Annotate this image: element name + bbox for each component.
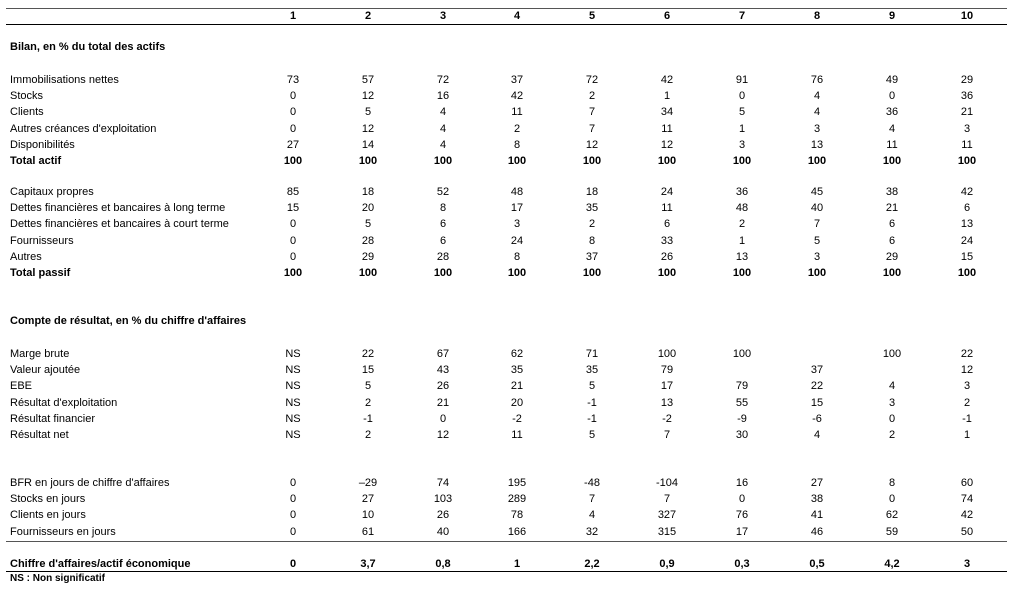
row-label: Résultat financier	[10, 413, 95, 425]
table-cell: 0	[289, 251, 297, 263]
table-cell: 24	[510, 235, 524, 247]
table-cell: 22	[960, 348, 974, 360]
table-cell: 0	[439, 413, 447, 425]
table-cell: 85	[286, 186, 300, 198]
table-cell: 5	[588, 380, 596, 392]
table-cell: 6	[888, 218, 896, 230]
table-cell: 11	[511, 429, 523, 441]
row-label: Immobilisations nettes	[10, 74, 119, 86]
section-title: Bilan, en % du total des actifs	[10, 41, 166, 53]
table-cell: 29	[960, 74, 974, 86]
table-cell: 4	[588, 509, 596, 521]
row-label: EBE	[10, 380, 33, 392]
table-cell: 4	[439, 139, 447, 151]
table-cell: 57	[361, 74, 375, 86]
table-cell: 21	[885, 202, 899, 214]
table-cell: 17	[735, 526, 749, 538]
table-cell: NS	[285, 380, 301, 392]
row-label: Total passif	[10, 267, 71, 279]
table-cell: 0	[289, 477, 297, 489]
column-header: 4	[513, 10, 521, 22]
table-cell: 26	[660, 251, 674, 263]
table-rule	[6, 24, 1007, 25]
table-cell: 100	[807, 155, 827, 167]
table-cell: 36	[885, 106, 899, 118]
table-cell: 8	[588, 235, 596, 247]
table-cell: 22	[361, 348, 375, 360]
row-label: Fournisseurs en jours	[10, 526, 116, 538]
table-cell: -48	[584, 477, 600, 489]
table-cell: 12	[660, 139, 674, 151]
table-cell: 5	[738, 106, 746, 118]
table-cell: 20	[361, 202, 375, 214]
table-cell: NS	[285, 397, 301, 409]
table-cell: 34	[660, 106, 674, 118]
table-cell: 33	[660, 235, 674, 247]
table-cell: -2	[662, 413, 672, 425]
row-label: Résultat d'exploitation	[10, 397, 118, 409]
table-cell: 6	[439, 218, 447, 230]
table-cell: 0	[289, 123, 297, 135]
table-cell: 78	[510, 509, 524, 521]
ratio-cell: 2,2	[584, 558, 600, 570]
table-cell: 72	[585, 74, 599, 86]
table-cell: 8	[513, 251, 521, 263]
table-cell: 11	[886, 139, 898, 151]
table-rule	[6, 541, 1007, 542]
row-label: Résultat net	[10, 429, 69, 441]
ratio-cell: 1	[513, 558, 521, 570]
row-label: Valeur ajoutée	[10, 364, 81, 376]
row-label: Disponibilités	[10, 139, 75, 151]
table-cell: 8	[513, 139, 521, 151]
table-cell: 100	[582, 267, 602, 279]
table-cell: 36	[735, 186, 749, 198]
table-cell: 71	[585, 348, 599, 360]
table-cell: 0	[888, 90, 896, 102]
column-header: 3	[439, 10, 447, 22]
column-header: 6	[663, 10, 671, 22]
table-cell: 26	[436, 380, 450, 392]
table-cell: 0	[738, 493, 746, 505]
table-cell: 100	[882, 267, 902, 279]
table-cell: 100	[957, 155, 977, 167]
table-cell: 48	[735, 202, 749, 214]
table-cell: 61	[361, 526, 375, 538]
table-cell: 3	[738, 139, 746, 151]
table-cell: 17	[660, 380, 674, 392]
table-cell: 55	[735, 397, 749, 409]
table-cell: 16	[735, 477, 749, 489]
table-cell: 27	[286, 139, 300, 151]
table-cell: 15	[361, 364, 375, 376]
row-label: Stocks en jours	[10, 493, 86, 505]
table-cell: 5	[588, 429, 596, 441]
table-cell: 74	[960, 493, 974, 505]
table-cell: 100	[358, 267, 378, 279]
table-cell: -9	[737, 413, 747, 425]
table-cell: 4	[813, 106, 821, 118]
table-cell: -1	[363, 413, 373, 425]
table-cell: 14	[361, 139, 375, 151]
table-cell: 1	[738, 123, 746, 135]
table-cell: 32	[585, 526, 599, 538]
table-cell: 6	[963, 202, 971, 214]
table-cell: 42	[960, 186, 974, 198]
table-cell: 7	[663, 429, 671, 441]
table-cell: -1	[587, 413, 597, 425]
table-cell: 11	[511, 106, 523, 118]
table-cell: 2	[513, 123, 521, 135]
table-cell: 24	[660, 186, 674, 198]
table-cell: 42	[960, 509, 974, 521]
ratio-cell: 0,9	[659, 558, 675, 570]
table-cell: 11	[661, 123, 673, 135]
ratio-cell: 0,8	[435, 558, 451, 570]
table-cell: 3	[813, 123, 821, 135]
table-cell: 1	[738, 235, 746, 247]
table-cell: 45	[810, 186, 824, 198]
table-cell: 0	[289, 90, 297, 102]
table-cell: 4	[888, 123, 896, 135]
table-cell: 100	[433, 155, 453, 167]
table-cell: NS	[285, 429, 301, 441]
table-cell: 79	[660, 364, 674, 376]
table-cell: 103	[433, 493, 453, 505]
table-cell: 2	[588, 90, 596, 102]
table-cell: 2	[963, 397, 971, 409]
table-cell: 5	[364, 380, 372, 392]
row-label: Fournisseurs	[10, 235, 74, 247]
table-cell: 48	[510, 186, 524, 198]
table-cell: NS	[285, 348, 301, 360]
table-cell: 100	[433, 267, 453, 279]
table-cell: 4	[888, 380, 896, 392]
table-cell: 72	[436, 74, 450, 86]
table-cell: 42	[510, 90, 524, 102]
ratio-row-label: Chiffre d'affaires/actif économique	[10, 558, 191, 570]
row-label: Capitaux propres	[10, 186, 94, 198]
column-header: 8	[813, 10, 821, 22]
table-cell: 3	[888, 397, 896, 409]
table-cell: 5	[364, 218, 372, 230]
table-cell: 43	[436, 364, 450, 376]
table-cell: 62	[510, 348, 524, 360]
table-cell: –29	[358, 477, 378, 489]
table-cell: 13	[810, 139, 824, 151]
table-cell: 100	[358, 155, 378, 167]
table-cell: 12	[436, 429, 450, 441]
table-cell: 35	[510, 364, 524, 376]
table-cell: 100	[807, 267, 827, 279]
table-cell: 15	[810, 397, 824, 409]
table-cell: 41	[810, 509, 824, 521]
table-cell: 76	[735, 509, 749, 521]
table-cell: 27	[361, 493, 375, 505]
table-cell: 100	[657, 267, 677, 279]
table-cell: 100	[882, 155, 902, 167]
table-cell: 3	[963, 380, 971, 392]
table-cell: 5	[813, 235, 821, 247]
table-cell: 74	[436, 477, 450, 489]
table-cell: 0	[289, 509, 297, 521]
table-cell: 52	[436, 186, 450, 198]
table-cell: 35	[585, 364, 599, 376]
ratio-cell: 3	[963, 558, 971, 570]
table-cell: -6	[812, 413, 822, 425]
table-cell: 0	[289, 235, 297, 247]
table-cell: 91	[735, 74, 749, 86]
table-rule	[6, 571, 1007, 572]
table-cell: 7	[813, 218, 821, 230]
table-cell: 49	[885, 74, 899, 86]
table-cell: -1	[587, 397, 597, 409]
table-cell: -2	[512, 413, 522, 425]
column-header: 5	[588, 10, 596, 22]
row-label: Clients en jours	[10, 509, 86, 521]
table-cell: 100	[657, 348, 677, 360]
table-cell: 0	[289, 493, 297, 505]
table-cell: 30	[735, 429, 749, 441]
table-cell: 289	[507, 493, 527, 505]
table-cell: 10	[361, 509, 375, 521]
table-cell: 1	[663, 90, 671, 102]
table-cell: 12	[960, 364, 974, 376]
table-cell: 37	[510, 74, 524, 86]
table-cell: 40	[810, 202, 824, 214]
column-header: 9	[888, 10, 896, 22]
table-cell: 20	[510, 397, 524, 409]
table-cell: 0	[289, 526, 297, 538]
ratio-cell: 0	[289, 558, 297, 570]
row-label: Clients	[10, 106, 44, 118]
row-label: Total actif	[10, 155, 62, 167]
table-cell: 13	[960, 218, 974, 230]
table-cell: NS	[285, 413, 301, 425]
table-cell: 15	[286, 202, 300, 214]
table-cell: 7	[588, 106, 596, 118]
table-cell: 38	[810, 493, 824, 505]
table-cell: 29	[361, 251, 375, 263]
table-cell: 2	[588, 218, 596, 230]
table-cell: 100	[732, 155, 752, 167]
section-title: Compte de résultat, en % du chiffre d'affaires	[10, 315, 247, 327]
table-cell: 36	[960, 90, 974, 102]
table-cell: 100	[732, 267, 752, 279]
table-cell: 29	[885, 251, 899, 263]
table-cell: 100	[582, 155, 602, 167]
table-cell: NS	[285, 364, 301, 376]
table-cell: 4	[813, 429, 821, 441]
table-cell: 28	[436, 251, 450, 263]
table-cell: 100	[732, 348, 752, 360]
table-cell: 7	[588, 123, 596, 135]
table-cell: 40	[436, 526, 450, 538]
ratio-cell: 3,7	[360, 558, 376, 570]
column-header: 1	[289, 10, 297, 22]
table-cell: 4	[439, 106, 447, 118]
table-cell: 3	[813, 251, 821, 263]
table-cell: 37	[810, 364, 824, 376]
table-cell: 46	[810, 526, 824, 538]
table-cell: 12	[585, 139, 599, 151]
table-cell: 24	[960, 235, 974, 247]
table-cell: 73	[286, 74, 300, 86]
footnote: NS : Non significatif	[10, 573, 105, 584]
row-label: Autres créances d'exploitation	[10, 123, 157, 135]
table-cell: 62	[885, 509, 899, 521]
column-header: 2	[364, 10, 372, 22]
ratio-cell: 4,2	[884, 558, 900, 570]
table-cell: 17	[510, 202, 524, 214]
table-cell: 21	[436, 397, 450, 409]
row-label: Dettes financières et bancaires à long terme	[10, 202, 226, 214]
table-cell: 0	[738, 90, 746, 102]
table-cell: 6	[663, 218, 671, 230]
table-cell: 21	[960, 106, 974, 118]
table-cell: 0	[888, 413, 896, 425]
column-header: 10	[960, 10, 974, 22]
table-cell: 7	[588, 493, 596, 505]
table-cell: 11	[661, 202, 673, 214]
table-cell: 35	[585, 202, 599, 214]
table-cell: 28	[361, 235, 375, 247]
table-cell: 0	[289, 106, 297, 118]
table-cell: 2	[888, 429, 896, 441]
table-cell: 18	[361, 186, 375, 198]
table-cell: 38	[885, 186, 899, 198]
table-cell: 4	[439, 123, 447, 135]
table-cell: 100	[507, 155, 527, 167]
table-cell: 12	[361, 90, 375, 102]
table-cell: 76	[810, 74, 824, 86]
table-cell: 100	[283, 155, 303, 167]
table-cell: 26	[436, 509, 450, 521]
table-cell: 100	[283, 267, 303, 279]
table-cell: -104	[655, 477, 679, 489]
table-cell: 0	[289, 218, 297, 230]
row-label: Dettes financières et bancaires à court terme	[10, 218, 229, 230]
table-cell: 2	[364, 397, 372, 409]
table-cell: 21	[510, 380, 524, 392]
table-cell: 2	[738, 218, 746, 230]
table-cell: 5	[364, 106, 372, 118]
table-cell: 18	[585, 186, 599, 198]
table-cell: 7	[663, 493, 671, 505]
table-cell: 60	[960, 477, 974, 489]
table-cell: 42	[660, 74, 674, 86]
table-cell: 8	[888, 477, 896, 489]
table-cell: 15	[960, 251, 974, 263]
table-cell: 50	[960, 526, 974, 538]
table-cell: 79	[735, 380, 749, 392]
table-cell: 16	[436, 90, 450, 102]
table-cell: 100	[507, 267, 527, 279]
table-cell: 100	[657, 155, 677, 167]
ratio-cell: 0,3	[734, 558, 750, 570]
table-cell: 1	[963, 429, 971, 441]
table-cell: 0	[888, 493, 896, 505]
row-label: BFR en jours de chiffre d'affaires	[10, 477, 170, 489]
table-cell: 166	[507, 526, 527, 538]
table-cell: 13	[660, 397, 674, 409]
table-cell: 315	[657, 526, 677, 538]
table-cell: 2	[364, 429, 372, 441]
table-cell: 27	[810, 477, 824, 489]
table-cell: -1	[962, 413, 972, 425]
table-cell: 6	[439, 235, 447, 247]
table-cell: 37	[585, 251, 599, 263]
table-cell: 327	[657, 509, 677, 521]
table-cell: 8	[439, 202, 447, 214]
table-cell: 59	[885, 526, 899, 538]
row-label: Autres	[10, 251, 42, 263]
ratio-cell: 0,5	[809, 558, 825, 570]
table-cell: 13	[735, 251, 749, 263]
table-cell: 195	[507, 477, 527, 489]
row-label: Marge brute	[10, 348, 70, 360]
table-cell: 6	[888, 235, 896, 247]
table-cell: 22	[810, 380, 824, 392]
row-label: Stocks	[10, 90, 44, 102]
table-cell: 12	[361, 123, 375, 135]
table-cell: 11	[961, 139, 973, 151]
table-cell: 3	[513, 218, 521, 230]
table-cell: 100	[882, 348, 902, 360]
table-cell: 3	[963, 123, 971, 135]
table-cell: 67	[436, 348, 450, 360]
table-cell: 100	[957, 267, 977, 279]
table-cell: 4	[813, 90, 821, 102]
column-header: 7	[738, 10, 746, 22]
